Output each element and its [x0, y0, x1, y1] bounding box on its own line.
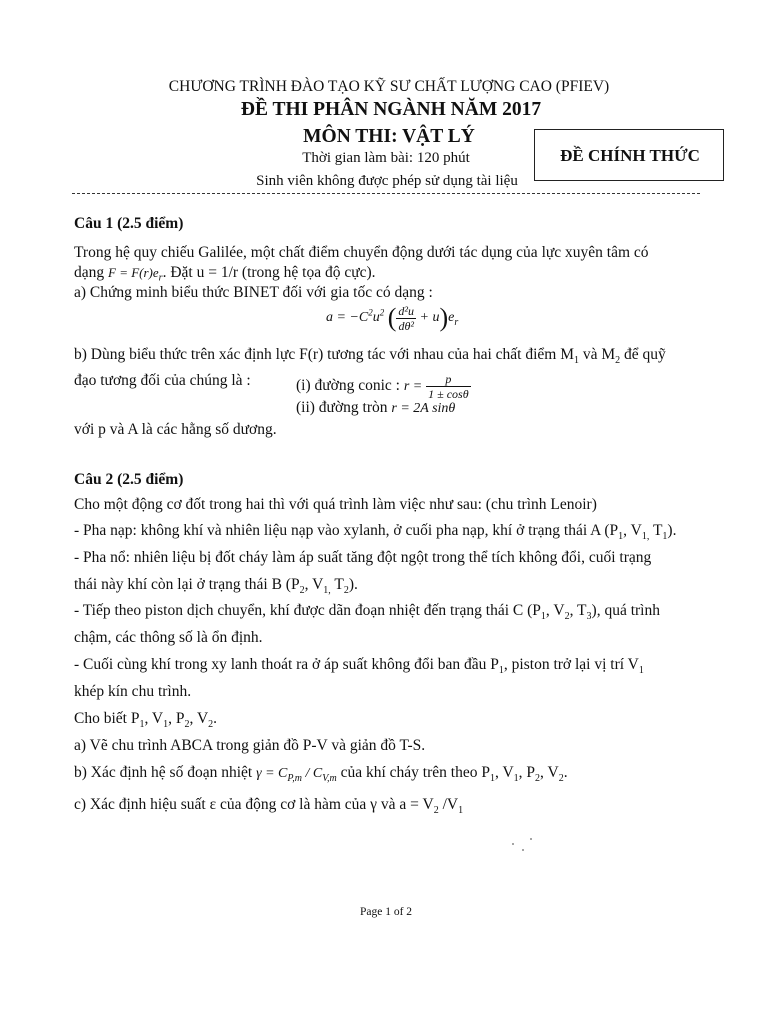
binet-formula: $a = -C^2u^2$ ( $\frac{\text{d²u}}{\text{dθ²}}$ + $u)e_r$ [326, 303, 459, 333]
circle-item: (ii) đường tròn r = 2A sinθ [296, 399, 456, 416]
q2-stage-combustion-a: - Pha nổ: nhiên liệu bị đốt cháy làm áp suất tăng đột ngột trong thể tích không đổi, cuối trạng [74, 549, 652, 566]
q1-line1: Trong hệ quy chiếu Galilée, một chất điểm chuyển động dưới tác dụng của lực xuyên tâm có [74, 244, 649, 261]
page-number: Page 1 of 2 [359, 906, 413, 918]
binet-denominator: dθ² [398, 318, 414, 333]
q1-part-b-line1: b) Dùng biểu thức trên xác định lực F(r) tương tác với nhau của hai chất điểm $M_1$ và $M_2$ để quỹ [74, 346, 666, 367]
program-title: CHƯƠNG TRÌNH ĐÀO TẠO KỸ SƯ CHẤT LƯỢNG CAO (PFIEV) [168, 78, 610, 95]
conic-fraction: $\frac{p}{1 \pm \cos\theta}$ [428, 372, 469, 401]
official-label: ĐỀ CHÍNH THỨC [560, 146, 700, 165]
scan-speck [530, 838, 532, 840]
q1-heading: Câu 1 (2.5 điểm) [74, 215, 184, 232]
force-formula: $F = F(r)e_r$ [108, 265, 163, 284]
q1-part-b-line2: đạo tương đối của chúng là : [74, 372, 251, 389]
q2-stage-exhaust-a: - Cuối cùng khí trong xy lanh thoát ra ở áp suất không đổi ban đầu $P_1$, piston trở lại vị trí $V_1$ [74, 656, 644, 677]
q2-given: Cho biết $P_1$, $V_1$, $P_2$, $V_2$. [74, 710, 218, 731]
q2-part-c: c) Xác định hiệu suất ε của động cơ là hàm của γ và $a = V_2$ $/V_1$ [74, 796, 464, 817]
q1-part-a: a) Chứng minh biểu thức BINET đối với gia tốc có dạng : [74, 284, 433, 301]
q1-line2-prefix: dạng [74, 264, 105, 281]
q1-line2-suffix: . Đặt u = 1/r (trong hệ tọa độ cực). [162, 264, 376, 281]
q2-stage-expansion-b: chậm, các thông số là ổn định. [74, 629, 263, 646]
q2-intro: Cho một động cơ đốt trong hai thì với quá trình làm việc như sau: (chu trình Lenoir) [74, 496, 597, 513]
q2-stage-exhaust-b: khép kín chu trình. [74, 683, 192, 700]
exam-title: ĐỀ THI PHÂN NGÀNH NĂM 2017 [240, 99, 542, 120]
subject-title: MÔN THI: VẬT LÝ [303, 126, 475, 147]
q2-part-b: b) Xác định hệ số đoạn nhiệt $\gamma = C_{P,m} / C_{V,m}$ của khí cháy trên theo $P_1$, $V_1$, $P_2$, $V_2$. [74, 764, 568, 785]
scan-speck [512, 843, 514, 845]
q2-heading: Câu 2 (2.5 điểm) [74, 471, 184, 488]
time-limit: Thời gian làm bài: 120 phút [302, 150, 470, 166]
q1-closing: với p và A là các hằng số dương. [74, 421, 277, 438]
q2-part-a: a) Vẽ chu trình ABCA trong giản đồ P-V và giản đồ T-S. [74, 737, 426, 754]
q2-stage-combustion-b: thái này khí còn lại ở trạng thái B ($P_2$, $V_{1,}$ $T_2$). [74, 576, 358, 597]
header-separator [72, 193, 700, 194]
conic-item: (i) đường conic : r = $\frac{p}{1 \pm \cos\theta}$ [296, 372, 469, 401]
q1-line2 [74, 264, 376, 284]
materials-rule: Sinh viên không được phép sử dụng tài liệu [256, 173, 518, 189]
q2-stage-expansion-a: - Tiếp theo piston dịch chuyển, khí được dãn đoạn nhiệt đến trạng thái C ($P_1$, $V_2$, $T_3$), quá trình [74, 602, 660, 623]
binet-numerator: d²u [398, 303, 415, 318]
q2-stage-intake: - Pha nạp: không khí và nhiên liệu nạp vào xylanh, ở cuối pha nạp, khí ở trạng thái A ($P_1$, $V_{1,}$ $T_1$). [74, 522, 677, 543]
scan-speck [522, 849, 524, 851]
